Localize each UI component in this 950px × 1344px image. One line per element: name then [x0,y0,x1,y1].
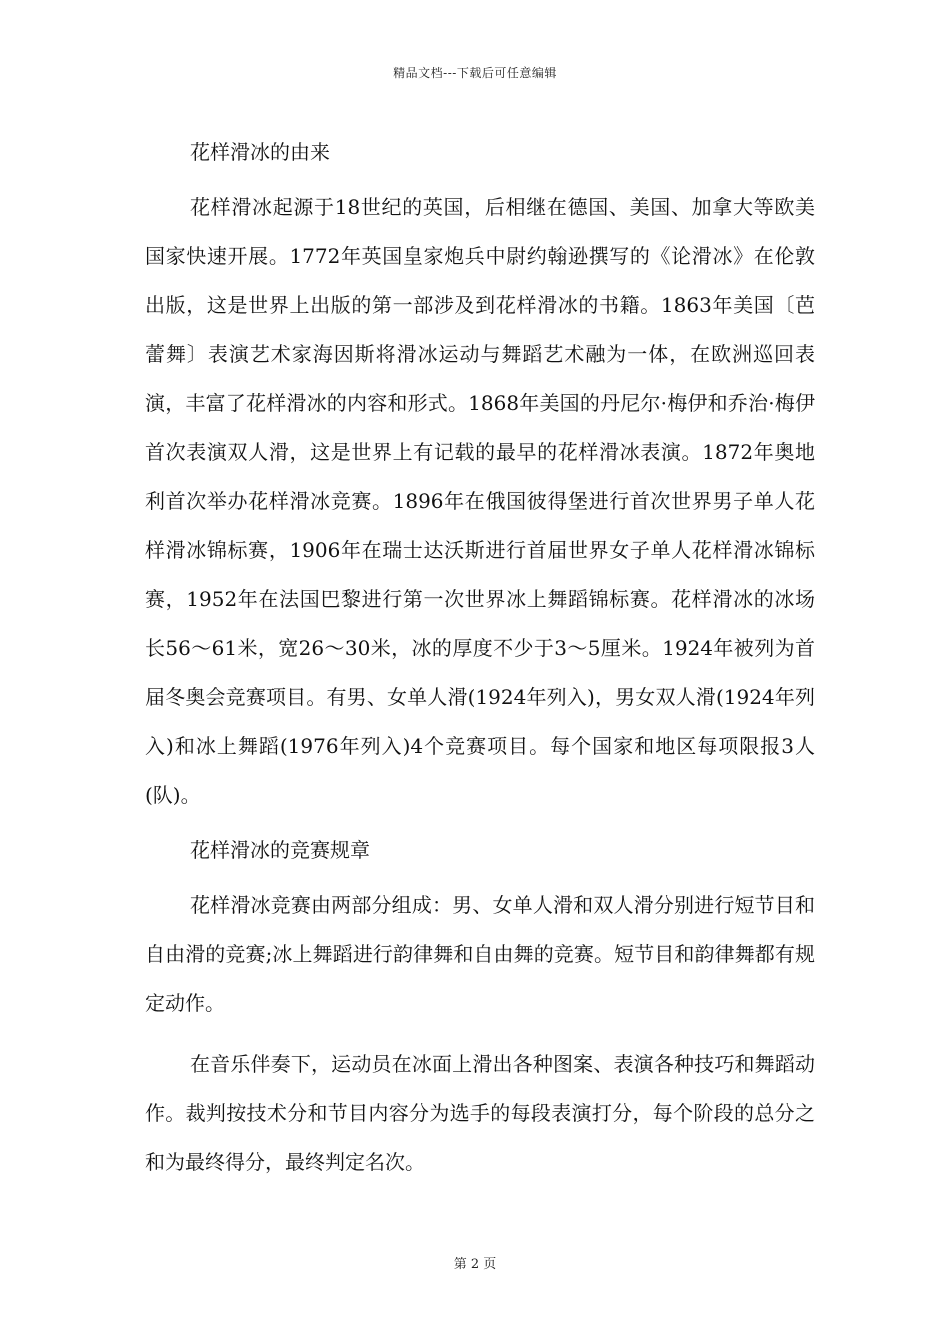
paragraph-rules-2: 在音乐伴奏下，运动员在冰面上滑出各种图案、表演各种技巧和舞蹈动作。裁判按技术分和节目内容分为选手的每段表演打分，每个阶段的总分之和为最终得分，最终判定名次。 [145,1052,815,1174]
section-title-origin: 花样滑冰的由来 [190,140,330,164]
page-number: 第 2 页 [453,1257,497,1272]
paragraph-origin: 花样滑冰起源于18世纪的英国，后相继在德国、美国、加拿大等欧美国家快速开展。1772年英国皇家炮兵中尉约翰逊撰写的《论滑冰》在伦敦出版，这是世界上出版的第一部涉及到花样滑冰的书籍。1863年美国〔芭蕾舞〕表演艺术家海因斯将滑冰运动与舞蹈艺术融为一体，在欧洲巡回表演，丰富了花样滑冰的内容和形式。1868年美国的丹尼尔·梅伊和乔治·梅伊首次表演双人滑，这是世界上有记载的最早的花样滑冰表演。1872年奥地利首次举办花样滑冰竞赛。1896年在俄国彼得堡进行首次世界男子单人花样滑冰锦标赛，1906年在瑞士达沃斯进行首届世界女子单人花样滑冰锦标赛，1952年在法国巴黎进行第一次世界冰上舞蹈锦标赛。花样滑冰的冰场长56～61米，宽26～30米，冰的厚度不少于3～5厘米。1924年被列为首届冬奥会竞赛项目。有男、女单人滑(1924年列入)，男女双人滑(1924年列入)和冰上舞蹈(1976年列入)4个竞赛项目。每个国家和地区每项限报3人(队)。 [145,195,815,807]
paragraph-rules-1: 花样滑冰竞赛由两部分组成：男、女单人滑和双人滑分别进行短节目和自由滑的竞赛;冰上舞蹈进行韵律舞和自由舞的竞赛。短节目和韵律舞都有规定动作。 [145,893,815,1015]
section-title-rules: 花样滑冰的竞赛规章 [190,838,370,862]
page-header: 精品文档---下载后可任意编辑 [393,66,557,80]
document-body [145,128,815,1187]
